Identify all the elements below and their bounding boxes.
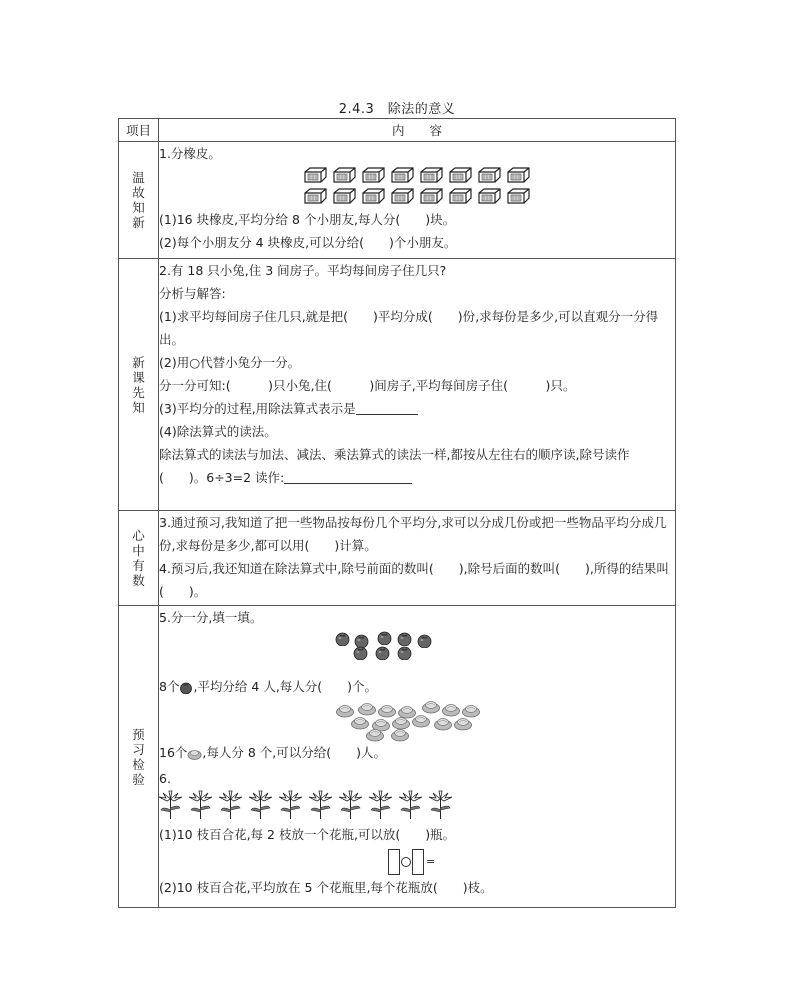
q2-p2b: 分一分可知:( )只小兔,住( )间房子,平均每间房子住( )只。 — [159, 378, 576, 393]
page-title: 2.4.3 除法的意义 — [338, 102, 456, 117]
q5-line1-pre: 8个 — [159, 679, 180, 694]
eraser-icon — [390, 187, 415, 206]
tomato-icon — [374, 645, 391, 663]
lily-icon — [367, 790, 394, 820]
q5-line2-post: ,每人分 8 个,可以分给( )人。 — [202, 745, 387, 760]
eraser-icon — [506, 187, 531, 206]
q2-p4: (4)除法算式的读法。 — [159, 424, 277, 439]
q4-text: 4.预习后,我还知道在除法算式中,除号前面的数叫( ),除号后面的数叫( ),所得的结果叫( )。 — [159, 561, 669, 599]
header-item: 项目 — [119, 119, 159, 142]
eraser-icon — [361, 166, 386, 185]
tomato-row — [334, 631, 464, 667]
section-understanding — [119, 511, 676, 606]
q2-analysis: 分析与解答: — [159, 286, 226, 301]
section-label: 新课先知 — [132, 354, 145, 415]
eraser-icon — [332, 166, 357, 185]
tomato-icon — [416, 633, 433, 651]
equation-box[interactable] — [412, 849, 424, 875]
eraser-icon — [332, 187, 357, 206]
section-check — [119, 606, 676, 908]
section-label: 预习检验 — [132, 726, 145, 787]
answer-blank[interactable] — [284, 469, 412, 484]
header-row — [119, 119, 676, 142]
eraser-icon — [390, 166, 415, 185]
equals-sign: = — [426, 855, 436, 868]
eraser-row — [159, 187, 675, 206]
cake-icon — [433, 716, 453, 734]
q2-p3: (3)平均分的过程,用除法算式表示是 — [159, 401, 356, 416]
q2-p3-row — [159, 397, 675, 420]
section-label-cell — [119, 259, 159, 511]
operator-circle[interactable] — [401, 857, 411, 867]
lily-icon — [187, 790, 214, 820]
section-content — [159, 259, 676, 511]
lily-icon — [247, 790, 274, 820]
equation-box[interactable] — [388, 849, 400, 875]
eraser-icon — [361, 187, 386, 206]
eraser-icon — [506, 166, 531, 185]
cake-row — [335, 701, 485, 741]
eraser-icon — [477, 166, 502, 185]
lily-icon — [217, 790, 244, 820]
lily-icon — [337, 790, 364, 820]
section-label-cell — [119, 606, 159, 908]
worksheet-table — [118, 118, 676, 908]
q6-title: 6. — [159, 771, 171, 786]
tomato-icon — [334, 631, 351, 649]
q1-title: 1.分橡皮。 — [159, 146, 221, 161]
eraser-group — [159, 165, 675, 208]
q6-line1: (1)10 枝百合花,每 2 枝放一个花瓶,可以放( )瓶。 — [159, 827, 456, 842]
tomato-icon — [179, 678, 193, 701]
lily-icon — [157, 790, 184, 820]
q5-line1-row — [159, 675, 675, 701]
section-review — [119, 142, 676, 259]
eraser-icon — [419, 166, 444, 185]
section-content — [159, 606, 676, 908]
eraser-icon — [477, 187, 502, 206]
q2-p1: (1)求平均每间房子住几只,就是把( )平均分成( )份,求每份是多少,可以直观分一分得出。 — [159, 309, 659, 347]
eraser-icon — [303, 187, 328, 206]
eraser-row — [159, 166, 675, 185]
q2-p5: 除法算式的读法与加法、减法、乘法算式的读法一样,都按从左往右的顺序读,除号读作( )。6÷3=2 读作: — [159, 447, 630, 485]
cake-icon — [187, 744, 202, 767]
q2-title: 2.有 18 只小兔,住 3 间房子。平均每间房子住几只? — [159, 263, 447, 278]
q5-line1-post: ,平均分给 4 人,每人分( )个。 — [193, 679, 378, 694]
section-preview — [119, 259, 676, 511]
lily-icon — [427, 790, 454, 820]
section-label-cell — [119, 142, 159, 259]
tomato-group — [159, 629, 675, 669]
lily-icon — [397, 790, 424, 820]
eraser-icon — [448, 166, 473, 185]
q2-p2: (2)用○代替小兔分一分。 — [159, 355, 301, 370]
cake-group — [159, 701, 675, 741]
section-label: 温故知新 — [132, 170, 145, 230]
q3-text: 3.通过预习,我知道了把一些物品按每份几个平均分,求可以分成几份或把一些物品平均分成几份,求每份是多少,都可以用( )计算。 — [159, 515, 667, 553]
q5-line2-row — [159, 741, 675, 767]
header-content: 内 容 — [159, 119, 676, 142]
q5-title: 5.分一分,填一填。 — [159, 610, 263, 625]
eraser-icon — [303, 166, 328, 185]
section-content — [159, 511, 676, 606]
q1-line2: (2)每个小朋友分 4 块橡皮,可以分给( )个小朋友。 — [159, 235, 457, 250]
cake-icon — [453, 716, 473, 734]
lily-icon — [277, 790, 304, 820]
tomato-icon — [396, 645, 413, 663]
q2-p5-row — [159, 443, 675, 489]
equation-boxes — [159, 846, 675, 876]
section-content — [159, 142, 676, 259]
q5-line2-pre: 16个 — [159, 745, 188, 760]
section-label: 心中有数 — [132, 528, 145, 588]
tomato-icon — [352, 645, 369, 663]
eraser-icon — [448, 187, 473, 206]
lily-icon — [307, 790, 334, 820]
cake-icon — [390, 727, 410, 745]
cake-icon — [365, 727, 385, 745]
q6-line2: (2)10 枝百合花,平均放在 5 个花瓶里,每个花瓶放( )枝。 — [159, 880, 493, 895]
q1-line1: (1)16 块橡皮,平均分给 8 个小朋友,每人分( )块。 — [159, 212, 456, 227]
answer-blank[interactable] — [356, 400, 418, 415]
lily-row — [157, 790, 675, 822]
section-label-cell — [119, 511, 159, 606]
eraser-icon — [419, 187, 444, 206]
cake-icon — [411, 713, 431, 731]
